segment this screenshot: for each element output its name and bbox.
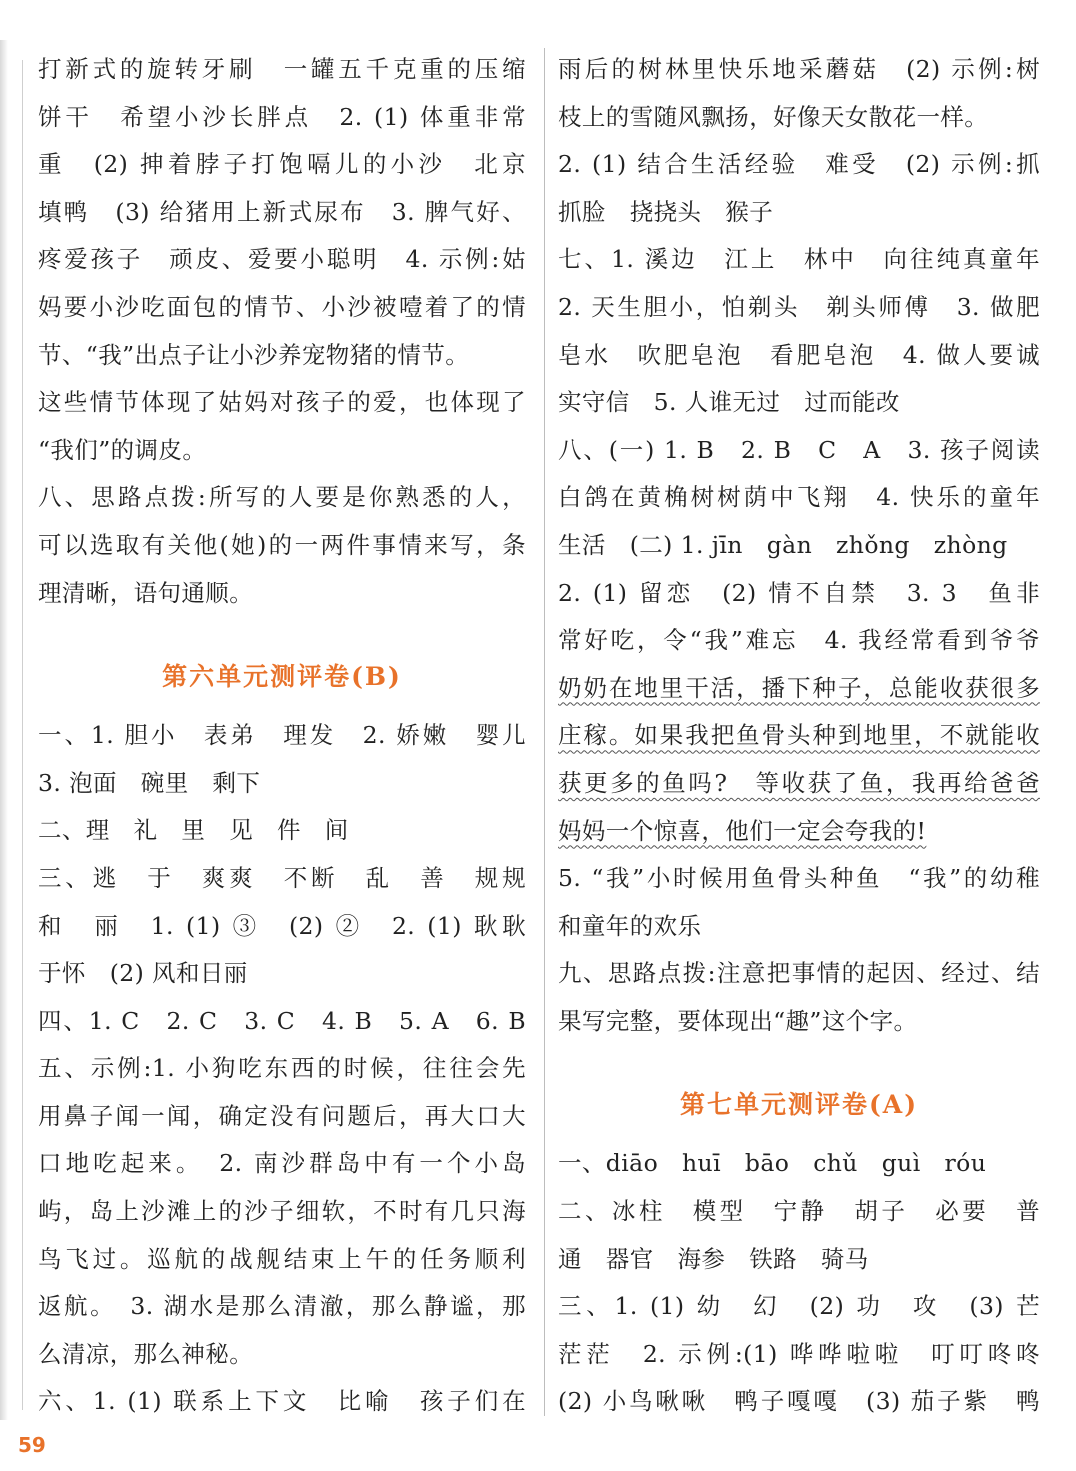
text-line: 鸟飞过。巡航的战舰结束上午的任务顺利 — [38, 1244, 526, 1273]
section-heading-unit7-a: 第七单元测评卷(A) — [679, 1090, 919, 1120]
text-line: 疼爱孩子 顽皮、爱要小聪明 4. 示例:姑 — [38, 245, 526, 274]
section-heading-unit6-b: 第六单元测评卷(B) — [162, 662, 402, 692]
text-line: 打新式的旋转牙刷 一罐五千克重的压缩 — [38, 55, 526, 83]
text-line: 抓脸 挠挠头 猴子 — [558, 197, 774, 226]
text-line: 三、1. (1) 幼 幻 (2) 功 攻 (3) 芒 — [558, 1292, 1040, 1321]
text-line: 和 丽 1. (1) ③ (2) ② 2. (1) 耿耿 — [38, 911, 526, 940]
text-line: 于怀 (2) 风和日丽 — [38, 959, 248, 988]
text-line: 填鸭 (3) 给猪用上新式尿布 3. 脾气好、 — [38, 197, 526, 226]
text-line: 白鸽在黄桷树树荫中飞翔 4. 快乐的童年 — [558, 483, 1040, 512]
text-line: 茫茫 2. 示例:(1) 哗哗啦啦 叮叮咚咚 — [558, 1339, 1040, 1368]
text-line: 一、diāo huī bāo chǔ guì róu — [558, 1149, 987, 1178]
text-line: 枝上的雪随风飘扬，好像天女散花一样。 — [558, 102, 989, 131]
text-line: 妈要小沙吃面包的情节、小沙被噎着了的情 — [38, 292, 526, 321]
text-line: 一、1. 胆小 表弟 理发 2. 娇嫩 婴儿 — [38, 721, 526, 750]
right-column — [558, 46, 1040, 1426]
wavy-underlined-line: 妈妈一个惊喜，他们一定会夸我的! — [558, 816, 927, 845]
text-line: 果写完整，要体现出“趣”这个字。 — [558, 1006, 918, 1035]
text-line: 这些情节体现了姑妈对孩子的爱，也体现了 — [38, 388, 526, 417]
text-line: 用鼻子闻一闻，确定没有问题后，再大口大 — [38, 1101, 526, 1130]
wavy-underlined-line: 获更多的鱼吗? 等收获了鱼，我再给爸爸 — [558, 768, 1040, 797]
text-line: 实守信 5. 人谁无过 过而能改 — [558, 388, 900, 417]
text-line: 和童年的欢乐 — [558, 911, 702, 940]
text-line: 重 (2) 抻着脖子打饱嗝儿的小沙 北京 — [38, 150, 526, 179]
text-line: 理清晰，语句通顺。 — [38, 578, 254, 607]
wavy-underlined-line: 庄稼。如果我把鱼骨头种到地里，不就能收 — [558, 721, 1040, 750]
text-line: 么清凉，那么神秘。 — [38, 1339, 254, 1368]
wavy-underlined-line: 奶奶在地里干活，播下种子，总能收获很多 — [558, 673, 1040, 702]
text-line: “我们”的调皮。 — [38, 435, 207, 464]
text-line: 二、理 礼 里 见 件 间 — [38, 816, 349, 845]
text-line: 皂水 吹肥皂泡 看肥皂泡 4. 做人要诚 — [558, 340, 1040, 369]
text-line: 节、“我”出点子让小沙养宠物猪的情节。 — [38, 340, 470, 369]
text-line: 2. (1) 留恋 (2) 情不自禁 3. 3 鱼非 — [558, 578, 1040, 607]
text-line: 七、1. 溪边 江上 林中 向往纯真童年 — [558, 245, 1040, 274]
text-line: 2. (1) 结合生活经验 难受 (2) 示例:抓 — [558, 150, 1040, 179]
text-line: 返航。 3. 湖水是那么清澈，那么静谧，那 — [38, 1292, 526, 1321]
page-edge-shadow — [0, 40, 8, 1420]
text-line: 雨后的树林里快乐地采蘑菇 (2) 示例:树 — [558, 55, 1040, 83]
text-line: 五、示例:1. 小狗吃东西的时候，往往会先 — [38, 1054, 526, 1083]
text-line: 三、逃 于 爽爽 不断 乱 善 规规 — [38, 863, 526, 892]
text-line: 通 器官 海参 铁路 骑马 — [558, 1244, 869, 1273]
left-column — [38, 46, 526, 1426]
left-margin-rule — [22, 60, 23, 1410]
column-divider — [544, 48, 545, 1416]
text-line: 3. 泡面 碗里 剩下 — [38, 768, 261, 797]
text-line: 5. “我”小时候用鱼骨头种鱼 “我”的幼稚 — [558, 864, 1040, 893]
text-line: 饼干 希望小沙长胖点 2. (1) 体重非常 — [38, 102, 526, 131]
text-line: 2. 天生胆小，怕剃头 剃头师傅 3. 做肥 — [558, 292, 1040, 321]
text-line: 屿，岛上沙滩上的沙子细软，不时有几只海 — [38, 1197, 526, 1226]
text-line: (2) 小鸟啾啾 鸭子嘎嘎 (3) 茄子紫 鸭 — [558, 1387, 1040, 1416]
page-number: 59 — [18, 1433, 46, 1457]
text-line: 可以选取有关他(她)的一两件事情来写，条 — [38, 530, 526, 559]
text-line: 六、1. (1) 联系上下文 比喻 孩子们在 — [38, 1387, 526, 1416]
text-line: 四、1. C 2. C 3. C 4. B 5. A 6. B — [38, 1006, 526, 1035]
text-line: 常好吃，令“我”难忘 4. 我经常看到爷爷 — [558, 626, 1040, 655]
text-line: 口地吃起来。 2. 南沙群岛中有一个小岛 — [38, 1149, 526, 1178]
text-line: 八、思路点拨:所写的人要是你熟悉的人， — [38, 483, 526, 512]
text-line: 九、思路点拨:注意把事情的起因、经过、结 — [558, 959, 1040, 988]
text-line: 二、冰柱 模型 宁静 胡子 必要 普 — [558, 1197, 1040, 1226]
text-line: 八、(一) 1. B 2. B C A 3. 孩子阅读 — [558, 435, 1040, 464]
text-line: 生活 (二) 1. jīn gàn zhǒng zhòng — [558, 530, 1008, 559]
